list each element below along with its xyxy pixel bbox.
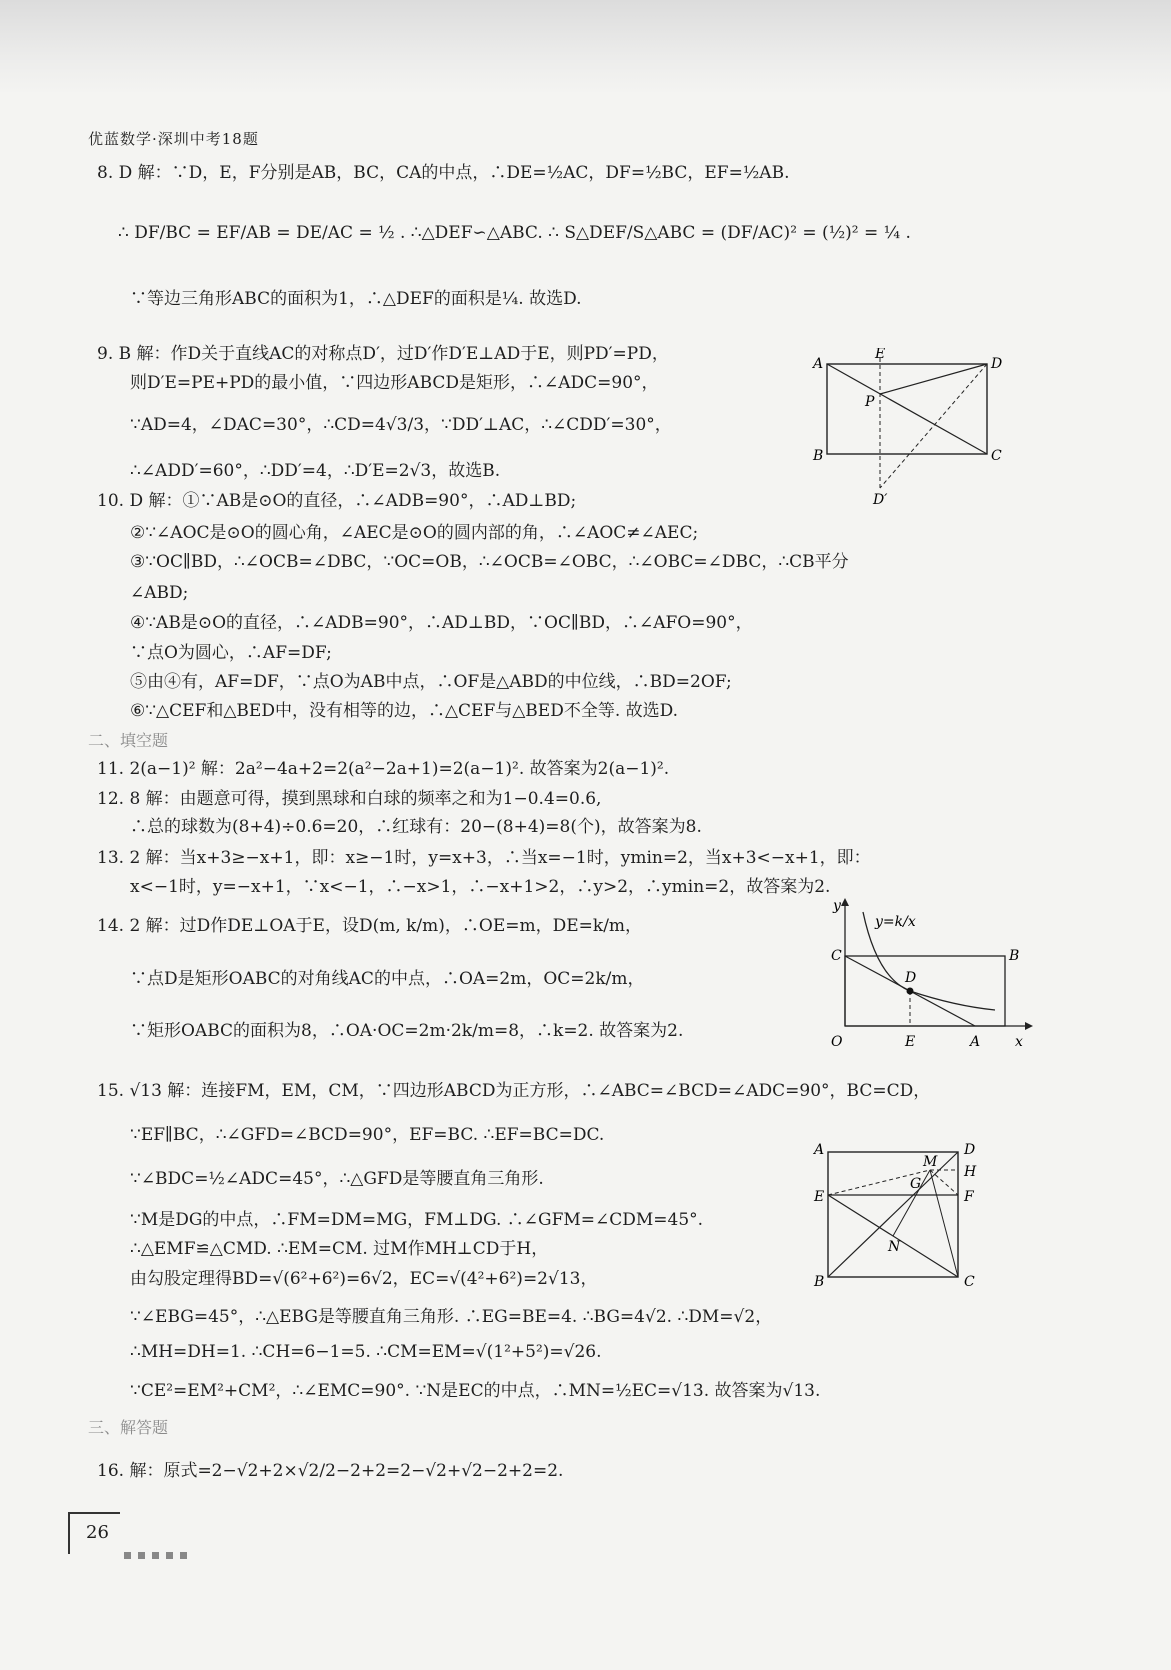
p15-line9: ∵CE²=EM²+CM²，∴∠EMC=90°. ∵N是EC的中点，∴MN=½EC=√13. 故答案为√13. xyxy=(130,1381,821,1401)
p8-line1: 8. D 解：∵D，E，F分别是AB，BC，CA的中点，∴DE=½AC，DF=½BC，EF=½AB. xyxy=(97,163,790,183)
decorative-dots xyxy=(124,1544,244,1558)
p15-line1: 15. √13 解：连接FM，EM，CM，∵四边形ABCD为正方形，∴∠ABC=∠BCD=∠ADC=90°，BC=CD， xyxy=(97,1081,931,1101)
p15-line4: ∵M是DG的中点，∴FM=DM=MG，FM⊥DG. ∴∠GFM=∠CDM=45°. xyxy=(130,1210,704,1230)
p10-line8: ⑥∵△CEF和△BED中，没有相等的边，∴△CEF与△BED不全等. 故选D. xyxy=(130,701,679,721)
fig14-label-D: D xyxy=(905,970,917,986)
p10-line7: ⑤由④有，AF=DF，∵点O为AB中点，∴OF是△ABD的中位线，∴BD=2OF; xyxy=(130,672,732,692)
page-number: 26 xyxy=(86,1522,109,1543)
p14-line1: 14. 2 解：过D作DE⊥OA于E，设D(m, k/m)，∴OE=m，DE=k/m， xyxy=(97,916,643,936)
p10-line4: ∠ABD; xyxy=(130,583,189,603)
figure-problem15 xyxy=(808,1138,983,1293)
p9-line4: ∴∠ADD′=60°，∴DD′=4，∴D′E=2√3，故选B. xyxy=(130,461,501,481)
p10-line6: ∵点O为圆心，∴AF=DF; xyxy=(130,643,332,663)
p10-line2: ②∵∠AOC是⊙O的圆心角，∠AEC是⊙O的圆内部的角，∴∠AOC≠∠AEC; xyxy=(130,523,699,543)
p9-line3: ∵AD=4，∠DAC=30°，∴CD=4√3/3，∵DD′⊥AC，∴∠CDD′=30°， xyxy=(130,415,672,435)
fig9-label-P: P xyxy=(865,394,875,410)
fig9-label-E: E xyxy=(875,348,886,362)
p8-line3: ∵等边三角形ABC的面积为1，∴△DEF的面积是¼. 故选D. xyxy=(130,289,582,309)
fig15-label-M: M xyxy=(923,1154,938,1170)
fig15-label-N: N xyxy=(888,1239,901,1255)
p14-line2: ∵点D是矩形OABC的对角线AC的中点，∴OA=2m，OC=2k/m， xyxy=(130,969,645,989)
p10-line1: 10. D 解：①∵AB是⊙O的直径，∴∠ADB=90°，∴AD⊥BD; xyxy=(97,491,577,511)
fig15-label-A: A xyxy=(814,1142,825,1158)
p15-line6: 由勾股定理得BD=√(6²+6²)=6√2，EC=√(4²+6²)=2√13， xyxy=(130,1269,598,1289)
fig14-label-y: y xyxy=(833,898,841,914)
fig15-label-E: E xyxy=(814,1189,825,1205)
fig15-label-D: D xyxy=(964,1142,976,1158)
figure-problem14 xyxy=(815,898,1035,1063)
fig14-label-x: x xyxy=(1015,1034,1023,1050)
p12-line1: 12. 8 解：由题意可得，摸到黑球和白球的频率之和为1−0.4=0.6, xyxy=(97,789,602,809)
fig15-label-G: G xyxy=(910,1176,922,1192)
fig14-label-B: B xyxy=(1009,948,1020,964)
fig14-curve-label: y=k/x xyxy=(875,914,916,930)
p9-line2: 则D′E=PE+PD的最小值，∵四边形ABCD是矩形，∴∠ADC=90°， xyxy=(130,373,659,393)
p14-line3: ∵矩形OABC的面积为8，∴OA·OC=2m·2k/m=8，∴k=2. 故答案为2. xyxy=(130,1021,684,1041)
p13-line1: 13. 2 解：当x+3≥−x+1，即：x≥−1时，y=x+3，∴当x=−1时，ymin=2，当x+3<−x+1，即： xyxy=(97,848,871,868)
scan-top-band xyxy=(0,0,1171,95)
fig15-label-H: H xyxy=(964,1164,977,1180)
p12-line2: ∴总的球数为(8+4)÷0.6=20，∴红球有：20−(8+4)=8(个)，故答案为8. xyxy=(130,817,702,837)
fig15-label-B: B xyxy=(814,1274,825,1290)
p15-line3: ∵∠BDC=½∠ADC=45°，∴△GFD是等腰直角三角形. xyxy=(130,1169,544,1189)
fig14-label-O: O xyxy=(831,1034,843,1050)
running-header: 优蓝数学·深圳中考18题 xyxy=(88,130,259,148)
fig14-label-C: C xyxy=(831,948,842,964)
p15-line7: ∵∠EBG=45°，∴△EBG是等腰直角三角形. ∴EG=BE=4. ∴BG=4√2. ∴DM=√2， xyxy=(130,1307,773,1327)
fig14-label-A: A xyxy=(970,1034,981,1050)
fig9-label-B: B xyxy=(813,448,824,464)
p16-line1: 16. 解：原式=2−√2+2×√2/2−2+2=2−√2+√2−2+2=2. xyxy=(97,1461,564,1481)
fig14-label-E: E xyxy=(905,1034,916,1050)
fig15-label-F: F xyxy=(964,1189,974,1205)
fig9-label-C: C xyxy=(991,448,1002,464)
section-fill-blank: 二、填空题 xyxy=(88,731,169,750)
fig9-label-D: D xyxy=(991,356,1003,372)
p13-line2: x<−1时，y=−x+1，∵x<−1，∴−x>1，∴−x+1>2，∴y>2，∴ymin=2，故答案为2. xyxy=(130,877,831,897)
p11-line1: 11. 2(a−1)² 解：2a²−4a+2=2(a²−2a+1)=2(a−1)². 故答案为2(a−1)². xyxy=(97,759,670,779)
p15-line5: ∴△EMF≌△CMD. ∴EM=CM. 过M作MH⊥CD于H， xyxy=(130,1239,549,1259)
fig9-label-D-prime: D′ xyxy=(873,492,888,508)
section-solve: 三、解答题 xyxy=(88,1418,169,1437)
p15-line8: ∴MH=DH=1. ∴CH=6−1=5. ∴CM=EM=√(1²+5²)=√26. xyxy=(130,1342,602,1362)
p10-line3: ③∵OC∥BD，∴∠OCB=∠DBC，∵OC=OB，∴∠OCB=∠OBC，∴∠OBC=∠DBC，∴CB平分 xyxy=(130,552,849,572)
fig15-label-C: C xyxy=(964,1274,975,1290)
figure-problem9 xyxy=(805,348,1020,508)
p10-line5: ④∵AB是⊙O的直径，∴∠ADB=90°，∴AD⊥BD，∵OC∥BD，∴∠AFO=90°， xyxy=(130,613,753,633)
p8-line2: ∴ DF/BC = EF/AB = DE/AC = ½ . ∴△DEF∽△ABC. ∴ S△DEF/S△ABC = (DF/AC)² = (½)² = ¼ . xyxy=(118,223,911,243)
p15-line2: ∵EF∥BC，∴∠GFD=∠BCD=90°，EF=BC. ∴EF=BC=DC. xyxy=(130,1125,605,1145)
fig9-label-A: A xyxy=(813,356,824,372)
p9-line1: 9. B 解：作D关于直线AC的对称点D′，过D′作D′E⊥AD于E，则PD′=PD， xyxy=(97,344,669,364)
